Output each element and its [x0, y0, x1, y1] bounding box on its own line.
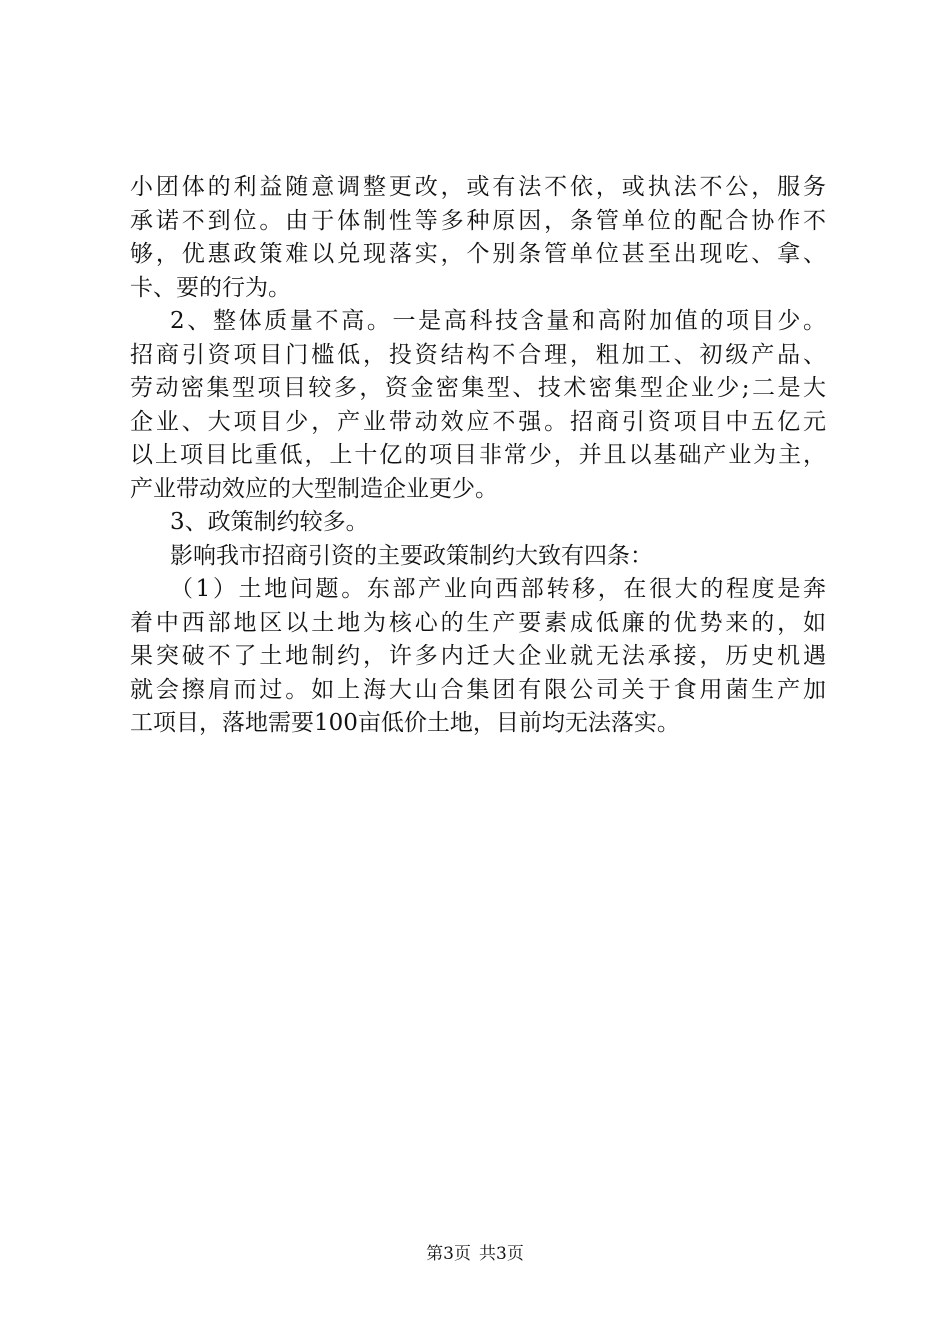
text-line: 企业、大项目少，产业带动效应不强。招商引资项目中五亿元	[130, 408, 826, 435]
land-issue-heading-line: （1）土地问题。东部产业向西部转移，在很大的程度是奔	[170, 576, 826, 602]
text-line: 影响我市招商引资的主要政策制约大致有四条：	[170, 542, 653, 569]
page-total: 共3页	[479, 1244, 524, 1264]
text-line: 就会擦肩而过。如上海大山合集团有限公司关于食用菌生产加	[130, 676, 826, 703]
text-line: 着中西部地区以土地为核心的生产要素成低廉的优势来的，如	[130, 609, 826, 636]
page-footer	[0, 1244, 950, 1264]
text-line: 果突破不了土地制约，许多内迁大企业就无法承接，历史机遇	[130, 643, 826, 669]
text-line: 工项目，落地需要100亩低价土地，目前均无法落实。	[130, 710, 680, 736]
text-line: 招商引资项目门槛低，投资结构不合理，粗加工、初级产品、	[130, 341, 826, 368]
text-line: 够，优惠政策难以兑现落实，个别条管单位甚至出现吃、拿、	[130, 241, 826, 267]
text-line: 承诺不到位。由于体制性等多种原因，条管单位的配合协作不	[130, 207, 826, 234]
document-body	[130, 171, 826, 741]
paragraph-2-heading-line: 2、整体质量不高。一是高科技含量和高附加值的项目少。	[170, 308, 826, 334]
text-line: 卡、要的行为。	[130, 274, 291, 301]
page-number: 第3页	[426, 1244, 471, 1264]
text-line: 以上项目比重低，上十亿的项目非常少，并且以基础产业为主，	[130, 442, 826, 468]
paragraph-3-heading-line: 3、政策制约较多。	[170, 509, 369, 535]
text-line: 小团体的利益随意调整更改，或有法不依，或执法不公，服务	[130, 174, 826, 200]
text-line: 产业带动效应的大型制造企业更少。	[130, 475, 498, 502]
text-line: 劳动密集型项目较多，资金密集型、技术密集型企业少;二是大	[130, 375, 826, 401]
